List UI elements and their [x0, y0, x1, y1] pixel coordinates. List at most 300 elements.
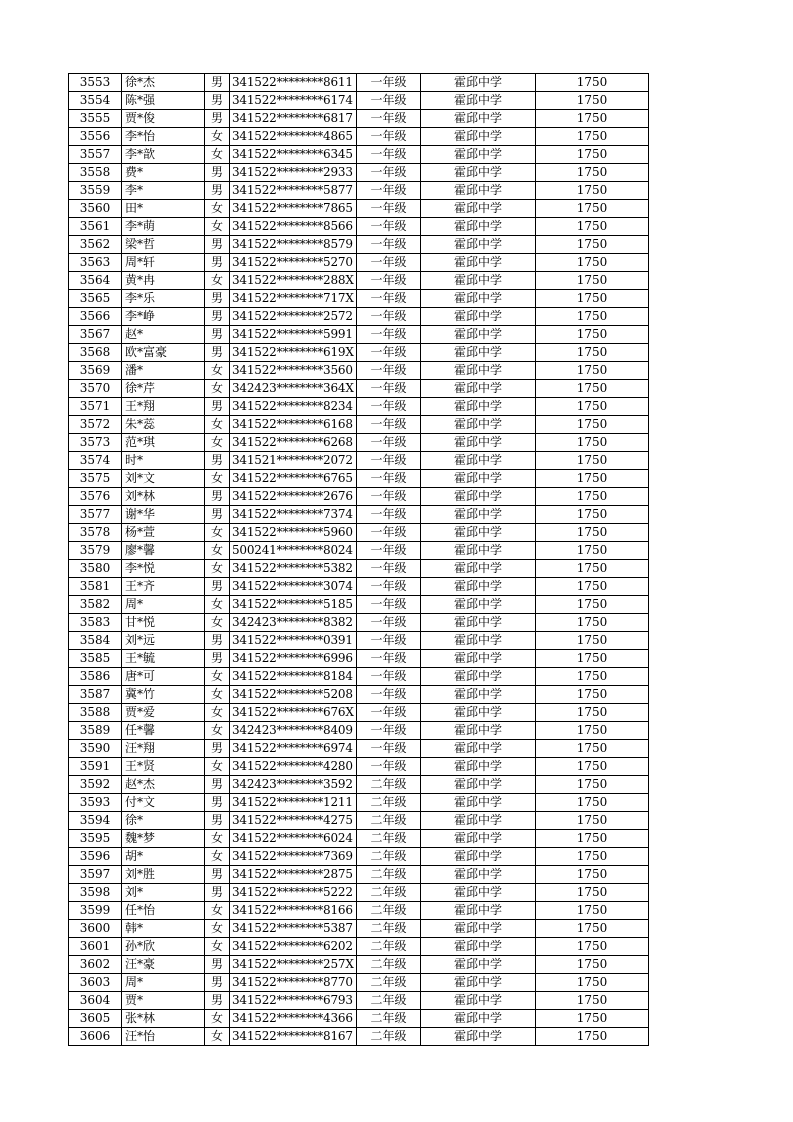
student-name-cell: 刘*林 [122, 488, 205, 506]
school-name-cell: 霍邱中学 [421, 830, 536, 848]
table-row [69, 74, 649, 92]
student-name-cell: 梁*哲 [122, 236, 205, 254]
student-name-cell: 徐*杰 [122, 74, 205, 92]
grade-cell: 一年级 [357, 758, 421, 776]
row-number-cell: 3572 [69, 416, 122, 434]
row-number-cell: 3606 [69, 1028, 122, 1046]
table-row [69, 884, 649, 902]
table-row [69, 668, 649, 686]
gender-cell: 男 [205, 776, 230, 794]
row-number-cell: 3596 [69, 848, 122, 866]
subsidy-amount-cell: 1750 [536, 272, 649, 290]
grade-cell: 一年级 [357, 326, 421, 344]
school-name-cell: 霍邱中学 [421, 452, 536, 470]
row-number-cell: 3591 [69, 758, 122, 776]
subsidy-amount-cell: 1750 [536, 812, 649, 830]
subsidy-amount-cell: 1750 [536, 1028, 649, 1046]
subsidy-amount-cell: 1750 [536, 506, 649, 524]
school-name-cell: 霍邱中学 [421, 902, 536, 920]
table-row [69, 416, 649, 434]
subsidy-amount-cell: 1750 [536, 254, 649, 272]
row-number-cell: 3564 [69, 272, 122, 290]
school-name-cell: 霍邱中学 [421, 578, 536, 596]
id-number-cell: 342423********8382 [230, 614, 357, 632]
student-name-cell: 王*毓 [122, 650, 205, 668]
school-name-cell: 霍邱中学 [421, 182, 536, 200]
school-name-cell: 霍邱中学 [421, 272, 536, 290]
subsidy-amount-cell: 1750 [536, 974, 649, 992]
school-name-cell: 霍邱中学 [421, 146, 536, 164]
table-row [69, 938, 649, 956]
student-name-cell: 任*怡 [122, 902, 205, 920]
school-name-cell: 霍邱中学 [421, 758, 536, 776]
row-number-cell: 3559 [69, 182, 122, 200]
grade-cell: 一年级 [357, 290, 421, 308]
id-number-cell: 341522********5208 [230, 686, 357, 704]
id-number-cell: 341522********6268 [230, 434, 357, 452]
gender-cell: 女 [205, 668, 230, 686]
grade-cell: 一年级 [357, 722, 421, 740]
gender-cell: 女 [205, 758, 230, 776]
subsidy-amount-cell: 1750 [536, 578, 649, 596]
row-number-cell: 3588 [69, 704, 122, 722]
grade-cell: 二年级 [357, 992, 421, 1010]
row-number-cell: 3556 [69, 128, 122, 146]
row-number-cell: 3594 [69, 812, 122, 830]
gender-cell: 女 [205, 542, 230, 560]
grade-cell: 一年级 [357, 218, 421, 236]
table-row [69, 164, 649, 182]
subsidy-amount-cell: 1750 [536, 416, 649, 434]
student-name-cell: 王*齐 [122, 578, 205, 596]
student-name-cell: 李*萌 [122, 218, 205, 236]
row-number-cell: 3600 [69, 920, 122, 938]
subsidy-amount-cell: 1750 [536, 758, 649, 776]
student-name-cell: 李*乐 [122, 290, 205, 308]
table-row [69, 812, 649, 830]
id-number-cell: 341522********1211 [230, 794, 357, 812]
id-number-cell: 341522********6024 [230, 830, 357, 848]
row-number-cell: 3571 [69, 398, 122, 416]
table-row [69, 254, 649, 272]
student-name-cell: 孙*欣 [122, 938, 205, 956]
gender-cell: 男 [205, 308, 230, 326]
school-name-cell: 霍邱中学 [421, 488, 536, 506]
gender-cell: 女 [205, 146, 230, 164]
table-row [69, 794, 649, 812]
grade-cell: 一年级 [357, 92, 421, 110]
subsidy-amount-cell: 1750 [536, 920, 649, 938]
row-number-cell: 3574 [69, 452, 122, 470]
student-name-cell: 冀*竹 [122, 686, 205, 704]
row-number-cell: 3554 [69, 92, 122, 110]
row-number-cell: 3568 [69, 344, 122, 362]
table-row [69, 290, 649, 308]
row-number-cell: 3569 [69, 362, 122, 380]
gender-cell: 女 [205, 524, 230, 542]
grade-cell: 一年级 [357, 686, 421, 704]
gender-cell: 女 [205, 560, 230, 578]
subsidy-amount-cell: 1750 [536, 488, 649, 506]
grade-cell: 一年级 [357, 416, 421, 434]
subsidy-amount-cell: 1750 [536, 308, 649, 326]
school-name-cell: 霍邱中学 [421, 1010, 536, 1028]
subsidy-amount-cell: 1750 [536, 596, 649, 614]
student-name-cell: 赵* [122, 326, 205, 344]
table-row [69, 614, 649, 632]
student-name-cell: 黄*冉 [122, 272, 205, 290]
id-number-cell: 341522********6345 [230, 146, 357, 164]
id-number-cell: 341522********4366 [230, 1010, 357, 1028]
grade-cell: 一年级 [357, 560, 421, 578]
row-number-cell: 3579 [69, 542, 122, 560]
table-row [69, 956, 649, 974]
student-name-cell: 任*馨 [122, 722, 205, 740]
table-row [69, 866, 649, 884]
student-name-cell: 周* [122, 596, 205, 614]
gender-cell: 男 [205, 884, 230, 902]
gender-cell: 女 [205, 902, 230, 920]
grade-cell: 一年级 [357, 704, 421, 722]
gender-cell: 男 [205, 344, 230, 362]
grade-cell: 二年级 [357, 1010, 421, 1028]
gender-cell: 女 [205, 380, 230, 398]
school-name-cell: 霍邱中学 [421, 704, 536, 722]
student-name-cell: 廖*馨 [122, 542, 205, 560]
subsidy-amount-cell: 1750 [536, 146, 649, 164]
grade-cell: 一年级 [357, 524, 421, 542]
subsidy-amount-cell: 1750 [536, 704, 649, 722]
table-row [69, 524, 649, 542]
school-name-cell: 霍邱中学 [421, 848, 536, 866]
school-name-cell: 霍邱中学 [421, 938, 536, 956]
row-number-cell: 3580 [69, 560, 122, 578]
row-number-cell: 3560 [69, 200, 122, 218]
subsidy-amount-cell: 1750 [536, 128, 649, 146]
school-name-cell: 霍邱中学 [421, 668, 536, 686]
gender-cell: 男 [205, 488, 230, 506]
school-name-cell: 霍邱中学 [421, 992, 536, 1010]
student-name-cell: 陈*强 [122, 92, 205, 110]
grade-cell: 一年级 [357, 236, 421, 254]
school-name-cell: 霍邱中学 [421, 254, 536, 272]
grade-cell: 二年级 [357, 830, 421, 848]
table-row [69, 650, 649, 668]
row-number-cell: 3567 [69, 326, 122, 344]
school-name-cell: 霍邱中学 [421, 164, 536, 182]
row-number-cell: 3577 [69, 506, 122, 524]
table-row [69, 920, 649, 938]
id-number-cell: 341522********8770 [230, 974, 357, 992]
id-number-cell: 341522********7374 [230, 506, 357, 524]
grade-cell: 一年级 [357, 74, 421, 92]
grade-cell: 一年级 [357, 146, 421, 164]
grade-cell: 一年级 [357, 470, 421, 488]
row-number-cell: 3555 [69, 110, 122, 128]
school-name-cell: 霍邱中学 [421, 650, 536, 668]
subsidy-amount-cell: 1750 [536, 524, 649, 542]
school-name-cell: 霍邱中学 [421, 380, 536, 398]
gender-cell: 男 [205, 956, 230, 974]
table-row [69, 560, 649, 578]
row-number-cell: 3576 [69, 488, 122, 506]
subsidy-amount-cell: 1750 [536, 74, 649, 92]
id-number-cell: 341522********5877 [230, 182, 357, 200]
table-body [69, 74, 649, 1046]
subsidy-amount-cell: 1750 [536, 380, 649, 398]
gender-cell: 男 [205, 578, 230, 596]
school-name-cell: 霍邱中学 [421, 434, 536, 452]
subsidy-amount-cell: 1750 [536, 182, 649, 200]
subsidy-amount-cell: 1750 [536, 650, 649, 668]
subsidy-amount-cell: 1750 [536, 614, 649, 632]
school-name-cell: 霍邱中学 [421, 794, 536, 812]
grade-cell: 一年级 [357, 200, 421, 218]
row-number-cell: 3592 [69, 776, 122, 794]
table-row [69, 398, 649, 416]
id-number-cell: 341522********288X [230, 272, 357, 290]
table-row [69, 146, 649, 164]
student-name-cell: 谢*华 [122, 506, 205, 524]
id-number-cell: 341522********257X [230, 956, 357, 974]
row-number-cell: 3599 [69, 902, 122, 920]
gender-cell: 男 [205, 92, 230, 110]
student-name-cell: 李*歆 [122, 146, 205, 164]
table-row [69, 740, 649, 758]
school-name-cell: 霍邱中学 [421, 326, 536, 344]
gender-cell: 男 [205, 110, 230, 128]
row-number-cell: 3604 [69, 992, 122, 1010]
id-number-cell: 341522********6974 [230, 740, 357, 758]
id-number-cell: 341522********8566 [230, 218, 357, 236]
gender-cell: 女 [205, 434, 230, 452]
table-row [69, 218, 649, 236]
student-name-cell: 王*翔 [122, 398, 205, 416]
gender-cell: 男 [205, 74, 230, 92]
subsidy-amount-cell: 1750 [536, 632, 649, 650]
school-name-cell: 霍邱中学 [421, 398, 536, 416]
gender-cell: 女 [205, 920, 230, 938]
subsidy-amount-cell: 1750 [536, 866, 649, 884]
table-row [69, 596, 649, 614]
student-name-cell: 刘*文 [122, 470, 205, 488]
school-name-cell: 霍邱中学 [421, 866, 536, 884]
subsidy-amount-cell: 1750 [536, 200, 649, 218]
grade-cell: 一年级 [357, 668, 421, 686]
grade-cell: 一年级 [357, 110, 421, 128]
id-number-cell: 341522********8166 [230, 902, 357, 920]
gender-cell: 女 [205, 1028, 230, 1046]
school-name-cell: 霍邱中学 [421, 470, 536, 488]
table-row [69, 182, 649, 200]
gender-cell: 男 [205, 506, 230, 524]
id-number-cell: 341521********2072 [230, 452, 357, 470]
subsidy-amount-cell: 1750 [536, 830, 649, 848]
gender-cell: 男 [205, 866, 230, 884]
grade-cell: 一年级 [357, 254, 421, 272]
subsidy-amount-cell: 1750 [536, 848, 649, 866]
student-name-cell: 张*林 [122, 1010, 205, 1028]
table-row [69, 344, 649, 362]
student-name-cell: 汪*翔 [122, 740, 205, 758]
id-number-cell: 341522********6765 [230, 470, 357, 488]
subsidy-amount-cell: 1750 [536, 740, 649, 758]
id-number-cell: 341522********619X [230, 344, 357, 362]
subsidy-amount-cell: 1750 [536, 218, 649, 236]
id-number-cell: 342423********3592 [230, 776, 357, 794]
table-row [69, 686, 649, 704]
student-name-cell: 欧*富豪 [122, 344, 205, 362]
gender-cell: 女 [205, 596, 230, 614]
row-number-cell: 3570 [69, 380, 122, 398]
student-name-cell: 刘*胜 [122, 866, 205, 884]
id-number-cell: 341522********2933 [230, 164, 357, 182]
grade-cell: 一年级 [357, 308, 421, 326]
student-name-cell: 汪*怡 [122, 1028, 205, 1046]
table-row [69, 470, 649, 488]
table-row [69, 776, 649, 794]
school-name-cell: 霍邱中学 [421, 632, 536, 650]
row-number-cell: 3565 [69, 290, 122, 308]
student-name-cell: 范*琪 [122, 434, 205, 452]
school-name-cell: 霍邱中学 [421, 74, 536, 92]
gender-cell: 女 [205, 1010, 230, 1028]
subsidy-amount-cell: 1750 [536, 902, 649, 920]
row-number-cell: 3597 [69, 866, 122, 884]
id-number-cell: 341522********6174 [230, 92, 357, 110]
id-number-cell: 342423********8409 [230, 722, 357, 740]
id-number-cell: 341522********3560 [230, 362, 357, 380]
grade-cell: 一年级 [357, 740, 421, 758]
subsidy-amount-cell: 1750 [536, 290, 649, 308]
grade-cell: 二年级 [357, 776, 421, 794]
table-row [69, 506, 649, 524]
gender-cell: 女 [205, 686, 230, 704]
id-number-cell: 341522********5387 [230, 920, 357, 938]
row-number-cell: 3584 [69, 632, 122, 650]
school-name-cell: 霍邱中学 [421, 614, 536, 632]
student-name-cell: 周* [122, 974, 205, 992]
grade-cell: 一年级 [357, 650, 421, 668]
school-name-cell: 霍邱中学 [421, 812, 536, 830]
subsidy-amount-cell: 1750 [536, 794, 649, 812]
student-name-cell: 李*悦 [122, 560, 205, 578]
grade-cell: 二年级 [357, 974, 421, 992]
grade-cell: 一年级 [357, 488, 421, 506]
row-number-cell: 3602 [69, 956, 122, 974]
school-name-cell: 霍邱中学 [421, 236, 536, 254]
student-name-cell: 王*贤 [122, 758, 205, 776]
table-row [69, 722, 649, 740]
id-number-cell: 341522********6202 [230, 938, 357, 956]
id-number-cell: 341522********3074 [230, 578, 357, 596]
subsidy-amount-cell: 1750 [536, 668, 649, 686]
grade-cell: 一年级 [357, 398, 421, 416]
school-name-cell: 霍邱中学 [421, 956, 536, 974]
row-number-cell: 3558 [69, 164, 122, 182]
id-number-cell: 341522********717X [230, 290, 357, 308]
table-row [69, 704, 649, 722]
student-name-cell: 魏*梦 [122, 830, 205, 848]
school-name-cell: 霍邱中学 [421, 686, 536, 704]
id-number-cell: 341522********8611 [230, 74, 357, 92]
school-name-cell: 霍邱中学 [421, 776, 536, 794]
subsidy-amount-cell: 1750 [536, 1010, 649, 1028]
grade-cell: 一年级 [357, 362, 421, 380]
subsidy-amount-cell: 1750 [536, 686, 649, 704]
id-number-cell: 341522********5960 [230, 524, 357, 542]
student-name-cell: 贾* [122, 992, 205, 1010]
table-row [69, 236, 649, 254]
table-row [69, 830, 649, 848]
student-name-cell: 李*峥 [122, 308, 205, 326]
school-name-cell: 霍邱中学 [421, 92, 536, 110]
student-name-cell: 李* [122, 182, 205, 200]
table-row [69, 578, 649, 596]
id-number-cell: 341522********2676 [230, 488, 357, 506]
gender-cell: 男 [205, 254, 230, 272]
table-row [69, 308, 649, 326]
grade-cell: 二年级 [357, 956, 421, 974]
gender-cell: 男 [205, 398, 230, 416]
gender-cell: 女 [205, 272, 230, 290]
gender-cell: 女 [205, 416, 230, 434]
gender-cell: 男 [205, 236, 230, 254]
row-number-cell: 3553 [69, 74, 122, 92]
id-number-cell: 341522********6168 [230, 416, 357, 434]
table-row [69, 758, 649, 776]
row-number-cell: 3586 [69, 668, 122, 686]
id-number-cell: 341522********4865 [230, 128, 357, 146]
row-number-cell: 3595 [69, 830, 122, 848]
id-number-cell: 341522********2875 [230, 866, 357, 884]
subsidy-amount-cell: 1750 [536, 776, 649, 794]
subsidy-amount-cell: 1750 [536, 992, 649, 1010]
gender-cell: 男 [205, 794, 230, 812]
grade-cell: 一年级 [357, 344, 421, 362]
gender-cell: 男 [205, 182, 230, 200]
row-number-cell: 3593 [69, 794, 122, 812]
student-name-cell: 刘* [122, 884, 205, 902]
row-number-cell: 3587 [69, 686, 122, 704]
school-name-cell: 霍邱中学 [421, 416, 536, 434]
id-number-cell: 341522********8579 [230, 236, 357, 254]
row-number-cell: 3562 [69, 236, 122, 254]
grade-cell: 二年级 [357, 794, 421, 812]
table-row [69, 974, 649, 992]
school-name-cell: 霍邱中学 [421, 560, 536, 578]
table-row [69, 128, 649, 146]
student-name-cell: 朱*蕊 [122, 416, 205, 434]
row-number-cell: 3601 [69, 938, 122, 956]
table-row [69, 380, 649, 398]
school-name-cell: 霍邱中学 [421, 344, 536, 362]
school-name-cell: 霍邱中学 [421, 200, 536, 218]
table-row [69, 542, 649, 560]
table-row [69, 848, 649, 866]
gender-cell: 女 [205, 704, 230, 722]
student-name-cell: 贾*爱 [122, 704, 205, 722]
gender-cell: 男 [205, 632, 230, 650]
subsidy-amount-cell: 1750 [536, 110, 649, 128]
school-name-cell: 霍邱中学 [421, 920, 536, 938]
grade-cell: 一年级 [357, 128, 421, 146]
id-number-cell: 341522********5382 [230, 560, 357, 578]
table-row [69, 110, 649, 128]
id-number-cell: 341522********5991 [230, 326, 357, 344]
school-name-cell: 霍邱中学 [421, 218, 536, 236]
row-number-cell: 3557 [69, 146, 122, 164]
